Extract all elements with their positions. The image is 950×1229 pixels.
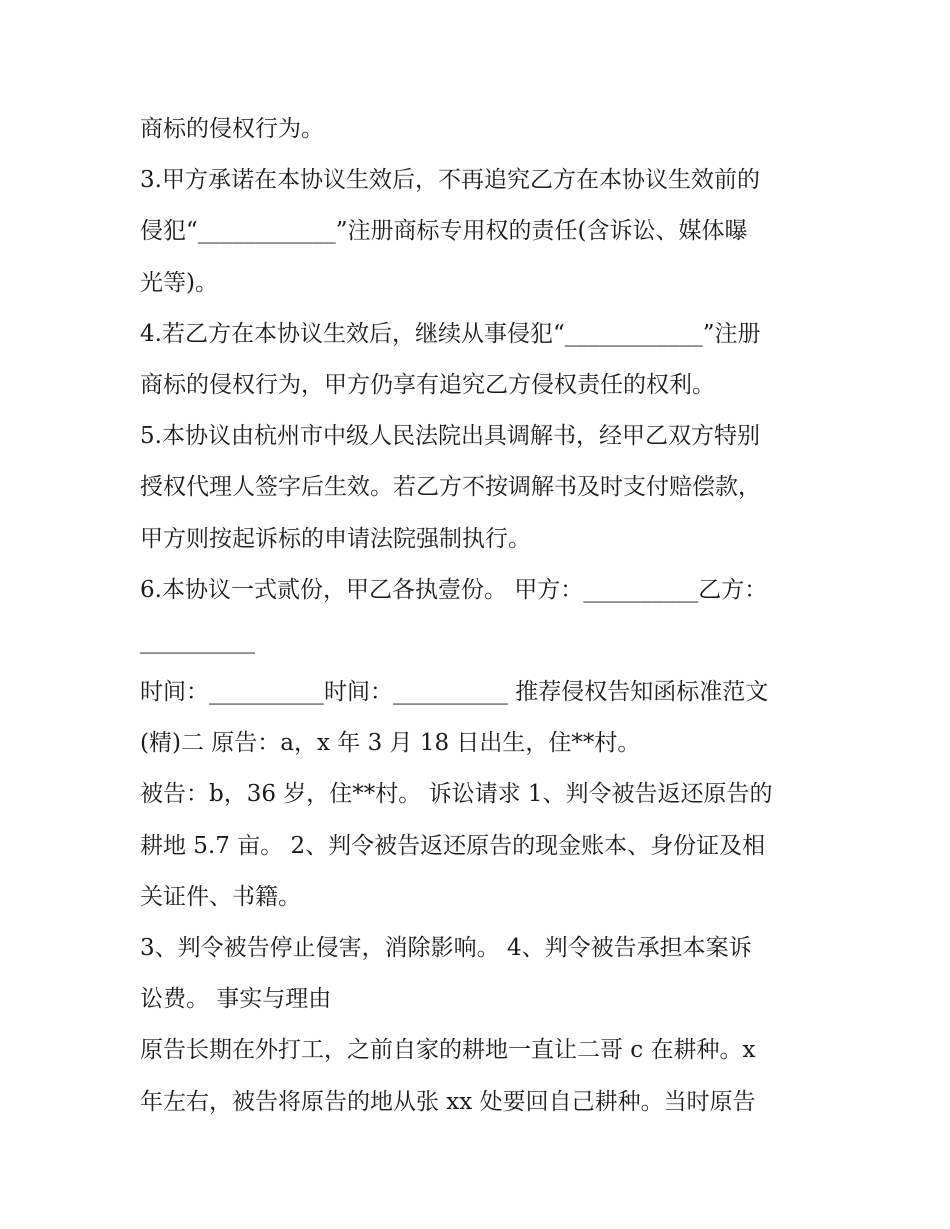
text-line: 关证件、书籍。 [140, 883, 301, 910]
text-line: __________ [140, 627, 255, 654]
text-line: 年左右，被告将原告的地从张 xx 处要回自己耕种。当时原告 [140, 1088, 756, 1115]
text-line: 商标的侵权行为，甲方仍享有追究乙方侵权责任的权利。 [140, 371, 715, 398]
text-line: 商标的侵权行为。 [140, 116, 324, 142]
text-line: 被告：b，36 岁，住**村。 诉讼请求 1、判令被告返还原告的 [140, 781, 773, 808]
text-line: 6.本协议一式贰份，甲乙各执壹份。 甲方：__________乙方： [140, 576, 768, 603]
text-line: 甲方则按起诉标的申请法院强制执行。 [140, 525, 531, 552]
text-line: 4.若乙方在本协议生效后，继续从事侵犯“____________”注册 [140, 320, 761, 347]
text-line: 3、判令被告停止侵害，消除影响。 4、判令被告承担本案诉 [140, 935, 752, 961]
text-line: 侵犯“____________”注册商标专用权的责任(含诉讼、媒体曝 [140, 218, 748, 245]
text-line: 讼费。 事实与理由 [140, 986, 332, 1013]
text-line: 原告长期在外打工，之前自家的耕地一直让二哥 c 在耕种。x [140, 1037, 756, 1064]
text-line: (精)二 原告：a，x 年 3 月 18 日出生，住**村。 [140, 730, 641, 757]
text-line: 3.甲方承诺在本协议生效后，不再追究乙方在本协议生效前的 [140, 167, 760, 194]
text-line: 5.本协议由杭州市中级人民法院出具调解书，经甲乙双方特别 [140, 423, 760, 450]
text-line: 时间：__________时间：__________ 推荐侵权告知函标准范文 [140, 679, 769, 706]
document-body [140, 104, 820, 1128]
text-line: 授权代理人签字后生效。若乙方不按调解书及时支付赔偿款， [140, 474, 761, 501]
text-line: 耕地 5.7 亩。 2、判令被告返还原告的现金账本、身份证及相 [140, 832, 766, 859]
text-line: 光等)。 [140, 269, 218, 296]
